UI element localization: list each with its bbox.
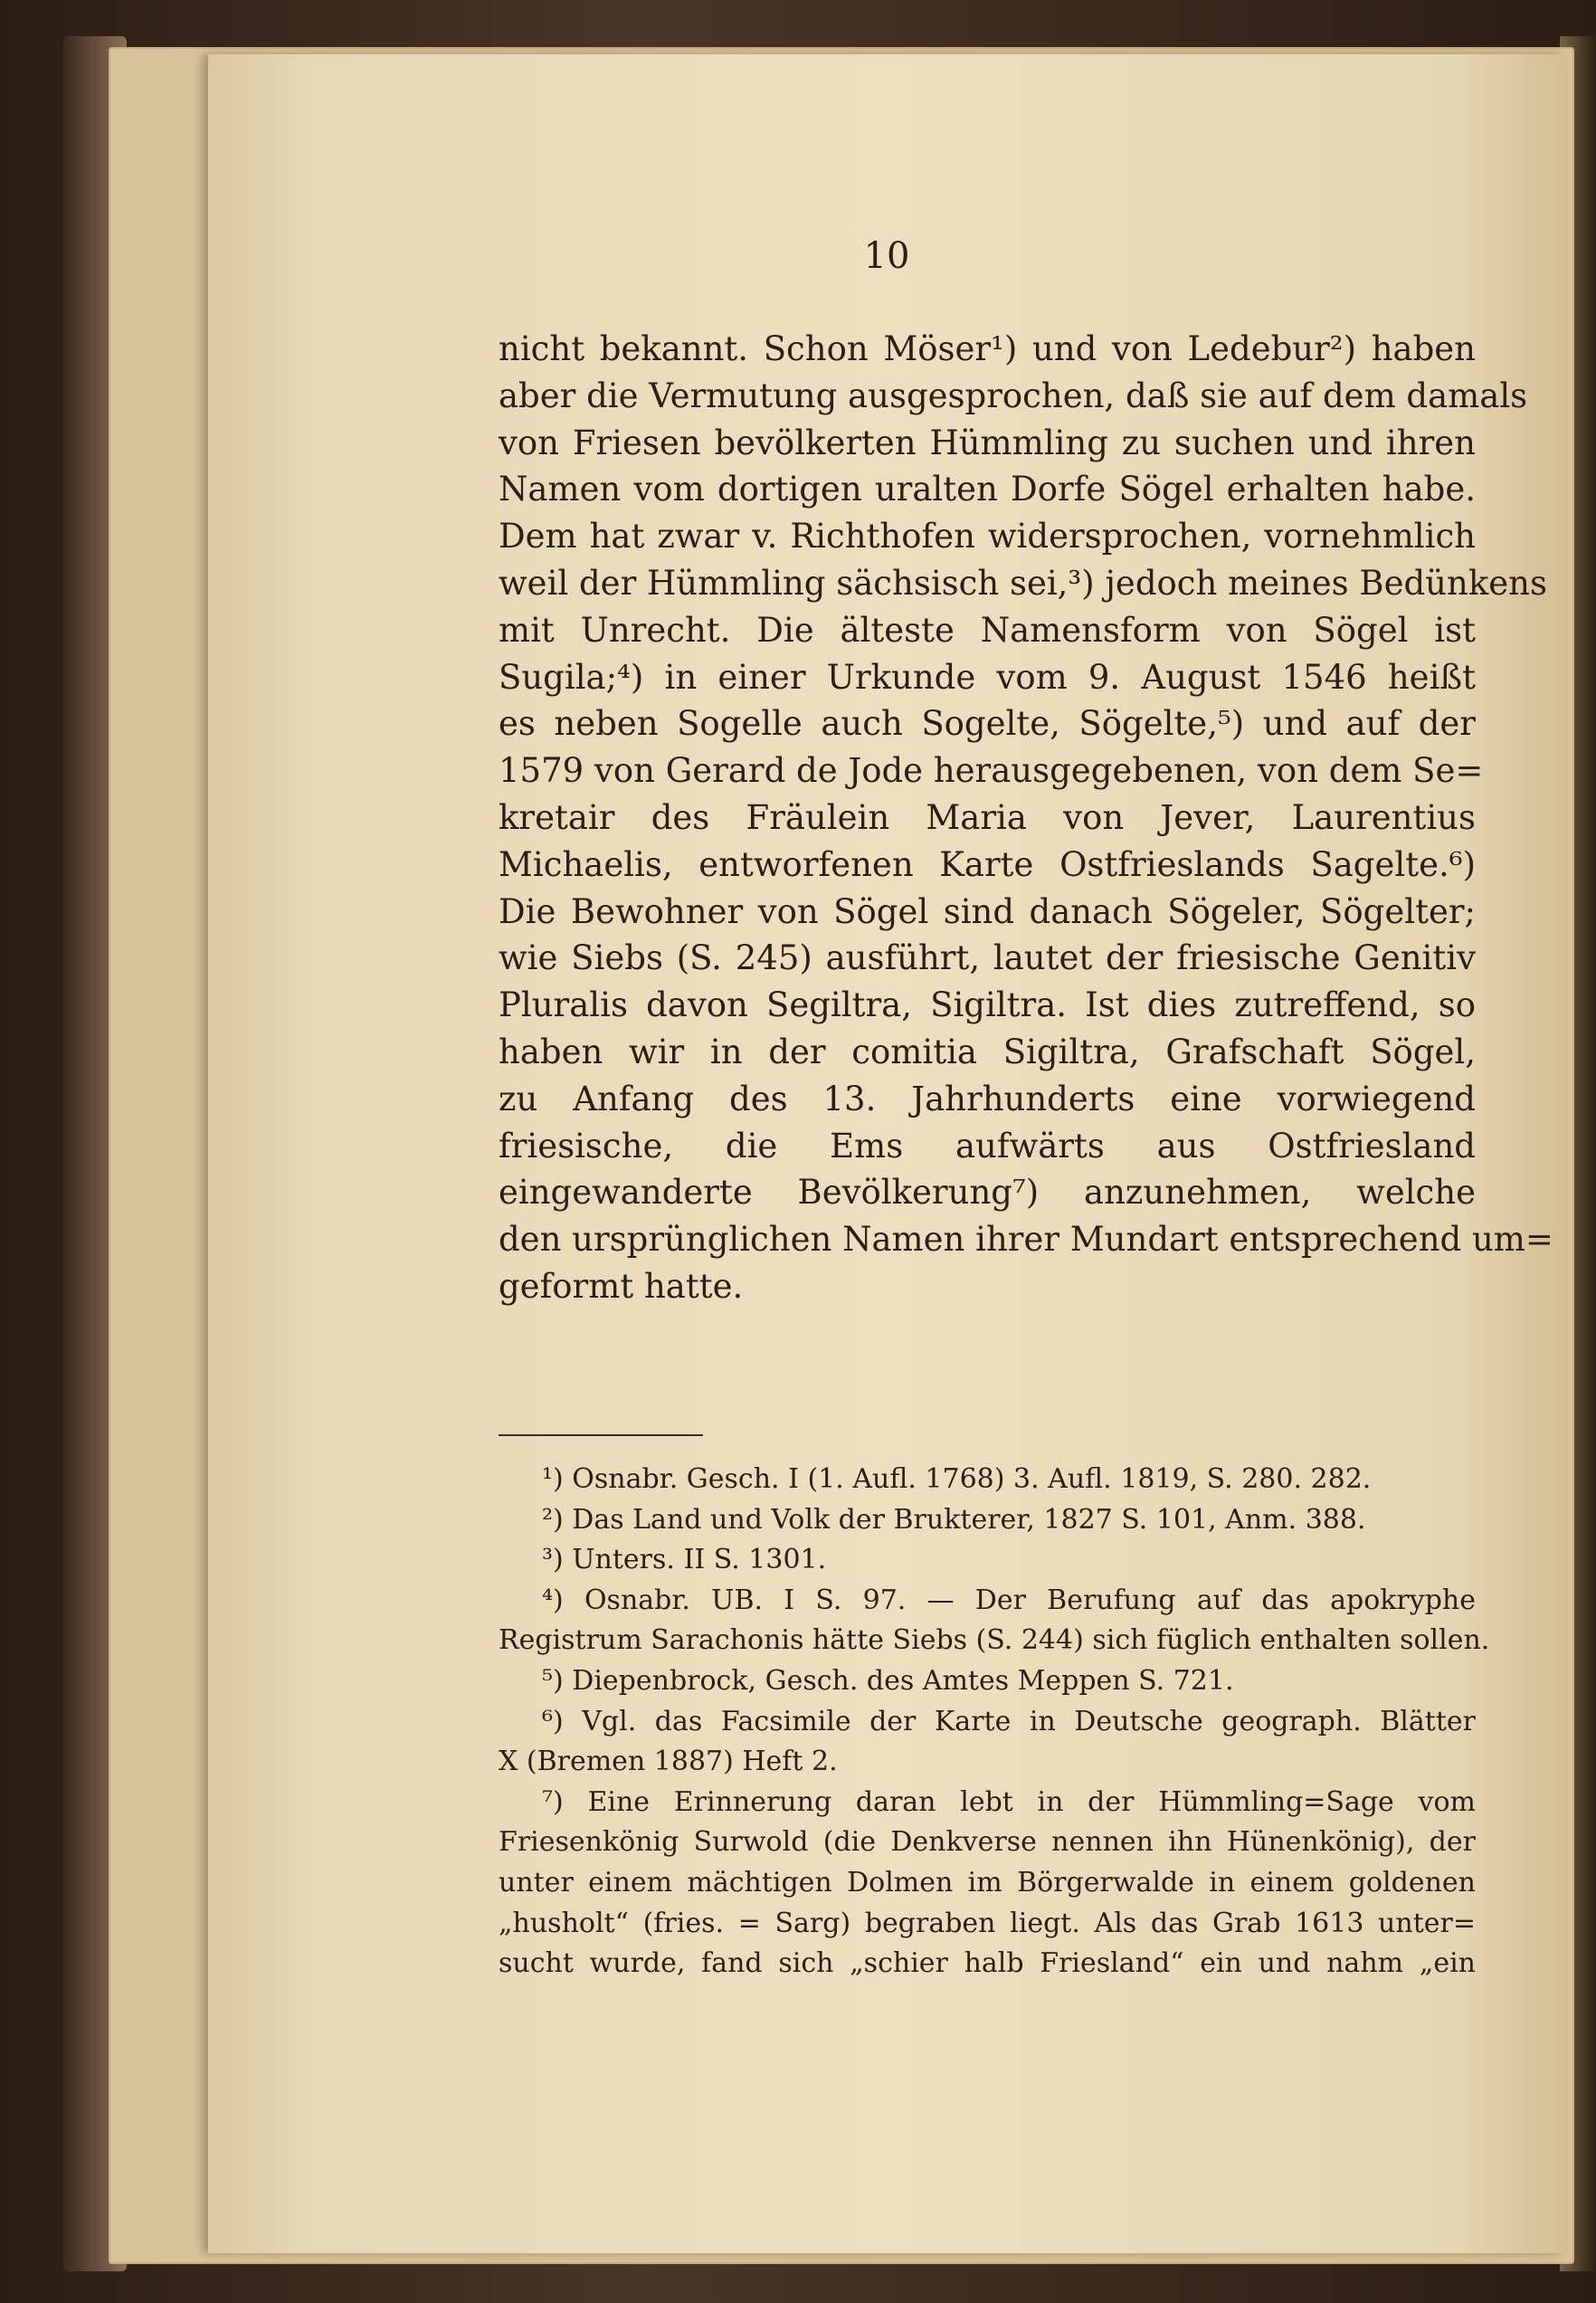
book-page — [208, 54, 1565, 2253]
footnote-line: ³) Unters. II S. 1301. — [542, 1544, 827, 1576]
footnote-line: ⁴) Osnabr. UB. I S. 97. — Der Berufung auf das apokryphe — [542, 1584, 1476, 1616]
footnote-line: ⁵) Diepenbrock, Gesch. des Amtes Meppen S. 721. — [542, 1664, 1234, 1697]
text-line: haben wir in der comitia Sigiltra, Grafschaft Sögel, — [499, 1032, 1476, 1071]
text-line: weil der Hümmling sächsisch sei,³) jedoch meines Bedünkens — [499, 563, 1547, 603]
text-line: Die Bewohner von Sögel sind danach Sögeler, Sögelter; — [499, 891, 1476, 931]
footnote-separator — [499, 1434, 703, 1436]
text-line: zu Anfang des 13. Jahrhunderts eine vorwiegend — [499, 1079, 1476, 1118]
text-line: kretair des Fräulein Maria von Jever, Laurentius — [499, 797, 1476, 837]
footnote-line: ²) Das Land und Volk der Brukterer, 1827 S. 101, Anm. 388. — [542, 1503, 1366, 1536]
footnote-line: X (Bremen 1887) Heft 2. — [499, 1746, 838, 1778]
footnote-line: „husholt“ (fries. = Sarg) begraben liegt. Als das Grab 1613 unter= — [499, 1907, 1476, 1939]
footnote-line: ⁶) Vgl. das Facsimile der Karte in Deutsche geograph. Blätter — [542, 1705, 1476, 1737]
text-line: eingewanderte Bevölkerung⁷) anzunehmen, welche — [499, 1173, 1476, 1213]
text-line: mit Unrecht. Die älteste Namensform von Sögel ist — [499, 610, 1476, 650]
footnote-line: sucht wurde, fand sich „schier halb Friesland“ ein und nahm „ein — [499, 1947, 1476, 1980]
page-number: 10 — [863, 235, 910, 277]
footnote-line: ⁷) Eine Erinnerung daran lebt in der Hümmling=Sage vom — [542, 1785, 1476, 1818]
text-line: von Friesen bevölkerten Hümmling zu suchen und ihren — [499, 423, 1476, 462]
text-line: nicht bekannt. Schon Möser¹) und von Ledebur²) haben — [499, 329, 1476, 368]
text-line: aber die Vermutung ausgesprochen, daß sie auf dem damals — [499, 376, 1528, 415]
text-line: Michaelis, entworfenen Karte Ostfrieslands Sagelte.⁶) — [499, 844, 1476, 884]
footnote-line: Registrum Sarachonis hätte Siebs (S. 244) sich füglich enthalten sollen. — [499, 1624, 1490, 1657]
footnote-line: unter einem mächtigen Dolmen im Börgerwalde in einem goldenen — [499, 1866, 1476, 1899]
text-line: wie Siebs (S. 245) ausführt, lautet der friesische Genitiv — [499, 938, 1476, 978]
text-line: 1579 von Gerard de Jode herausgegebenen, von dem Se= — [499, 751, 1484, 791]
text-line: geformt hatte. — [499, 1266, 744, 1306]
text-line: Namen vom dortigen uralten Dorfe Sögel erhalten habe. — [499, 470, 1476, 509]
text-line: Sugila;⁴) in einer Urkunde vom 9. August 1546 heißt — [499, 657, 1476, 697]
text-line: friesische, die Ems aufwärts aus Ostfriesland — [499, 1126, 1476, 1166]
footnote-line: Friesenkönig Surwold (die Denkverse nennen ihn Hünenkönig), der — [499, 1826, 1476, 1859]
main-text — [499, 326, 1553, 1310]
text-line: Dem hat zwar v. Richthofen widersprochen, vornehmlich — [499, 517, 1476, 557]
text-line: es neben Sogelle auch Sogelte, Sögelte,⁵) und auf der — [499, 704, 1476, 744]
text-line: Pluralis davon Segiltra, Sigiltra. Ist dies zutreffend, so — [499, 985, 1476, 1025]
text-line: den ursprünglichen Namen ihrer Mundart entsprechend um= — [499, 1220, 1553, 1260]
footnote-line: ¹) Osnabr. Gesch. I (1. Aufl. 1768) 3. Aufl. 1819, S. 280. 282. — [542, 1463, 1372, 1495]
footnotes — [499, 1460, 1490, 1984]
